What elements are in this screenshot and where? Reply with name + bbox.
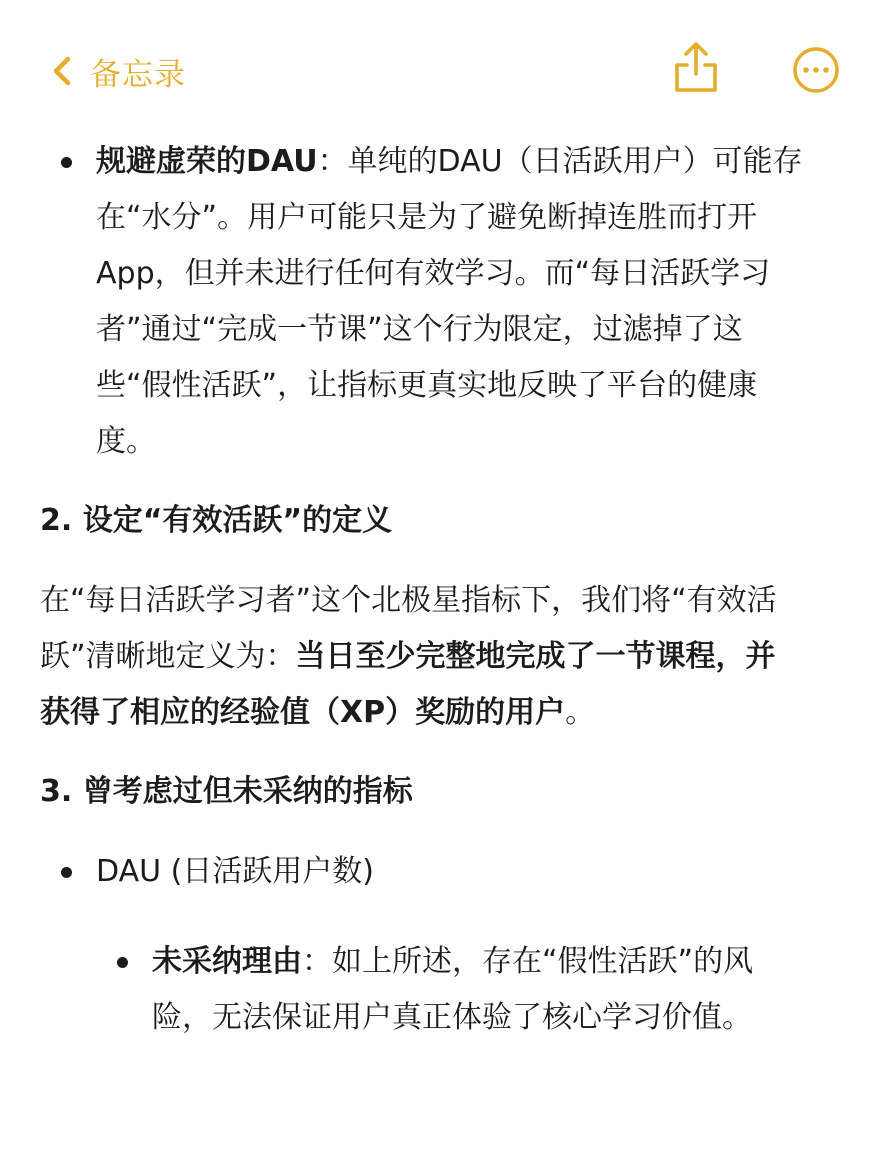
note-line: 险，无法保证用户真正体验了核心学习价值。 bbox=[152, 1000, 752, 1035]
bullet-point bbox=[61, 157, 72, 168]
section-heading: 3. 曾考虑过但未采纳的指标 bbox=[40, 774, 413, 809]
note-text: ：如上所述，存在“假性活跃”的风 bbox=[302, 944, 754, 979]
sub-bullet-point bbox=[117, 957, 128, 968]
note-text: 。 bbox=[565, 695, 596, 730]
back-button-label: 备忘录 bbox=[90, 56, 186, 93]
note-line: 在“水分”。用户可能只是为了避免断掉连胜而打开 bbox=[96, 200, 758, 235]
note-line: 在“每日活跃学习者”这个北极星指标下，我们将“有效活 bbox=[40, 583, 777, 618]
note-line: 些“假性活跃”，让指标更真实地反映了平台的健康 bbox=[96, 368, 758, 403]
ellipsis-circle-icon[interactable] bbox=[792, 46, 840, 94]
chevron-left-icon bbox=[48, 51, 76, 91]
note-line: DAU (日活跃用户数) bbox=[96, 854, 374, 889]
bullet-term: 规避虚荣的DAU bbox=[96, 144, 318, 179]
emphasis-text: 当日至少完整地完成了一节课程，并 bbox=[295, 639, 776, 674]
note-text: 跃”清晰地定义为： bbox=[40, 639, 296, 674]
note-line: 者”通过“完成一节课”这个行为限定，过滤掉了这 bbox=[96, 312, 743, 347]
note-text: ：单纯的DAU（日活跃用户）可能存 bbox=[317, 144, 803, 179]
bullet-point bbox=[61, 867, 72, 878]
share-icon[interactable] bbox=[672, 40, 720, 94]
emphasis-text: 获得了相应的经验值（XP）奖励的用户 bbox=[40, 695, 566, 730]
bullet-term: 未采纳理由 bbox=[152, 944, 302, 979]
note-line bbox=[40, 637, 776, 677]
note-line: App，但并未进行任何有效学习。而“每日活跃学习 bbox=[96, 256, 771, 291]
note-line bbox=[152, 942, 753, 982]
back-button[interactable] bbox=[48, 46, 186, 96]
note-line bbox=[96, 142, 803, 182]
section-heading: 2. 设定“有效活跃”的定义 bbox=[40, 503, 393, 538]
note-line bbox=[40, 693, 595, 733]
navigation-bar bbox=[0, 0, 880, 130]
note-line: 度。 bbox=[96, 424, 156, 459]
